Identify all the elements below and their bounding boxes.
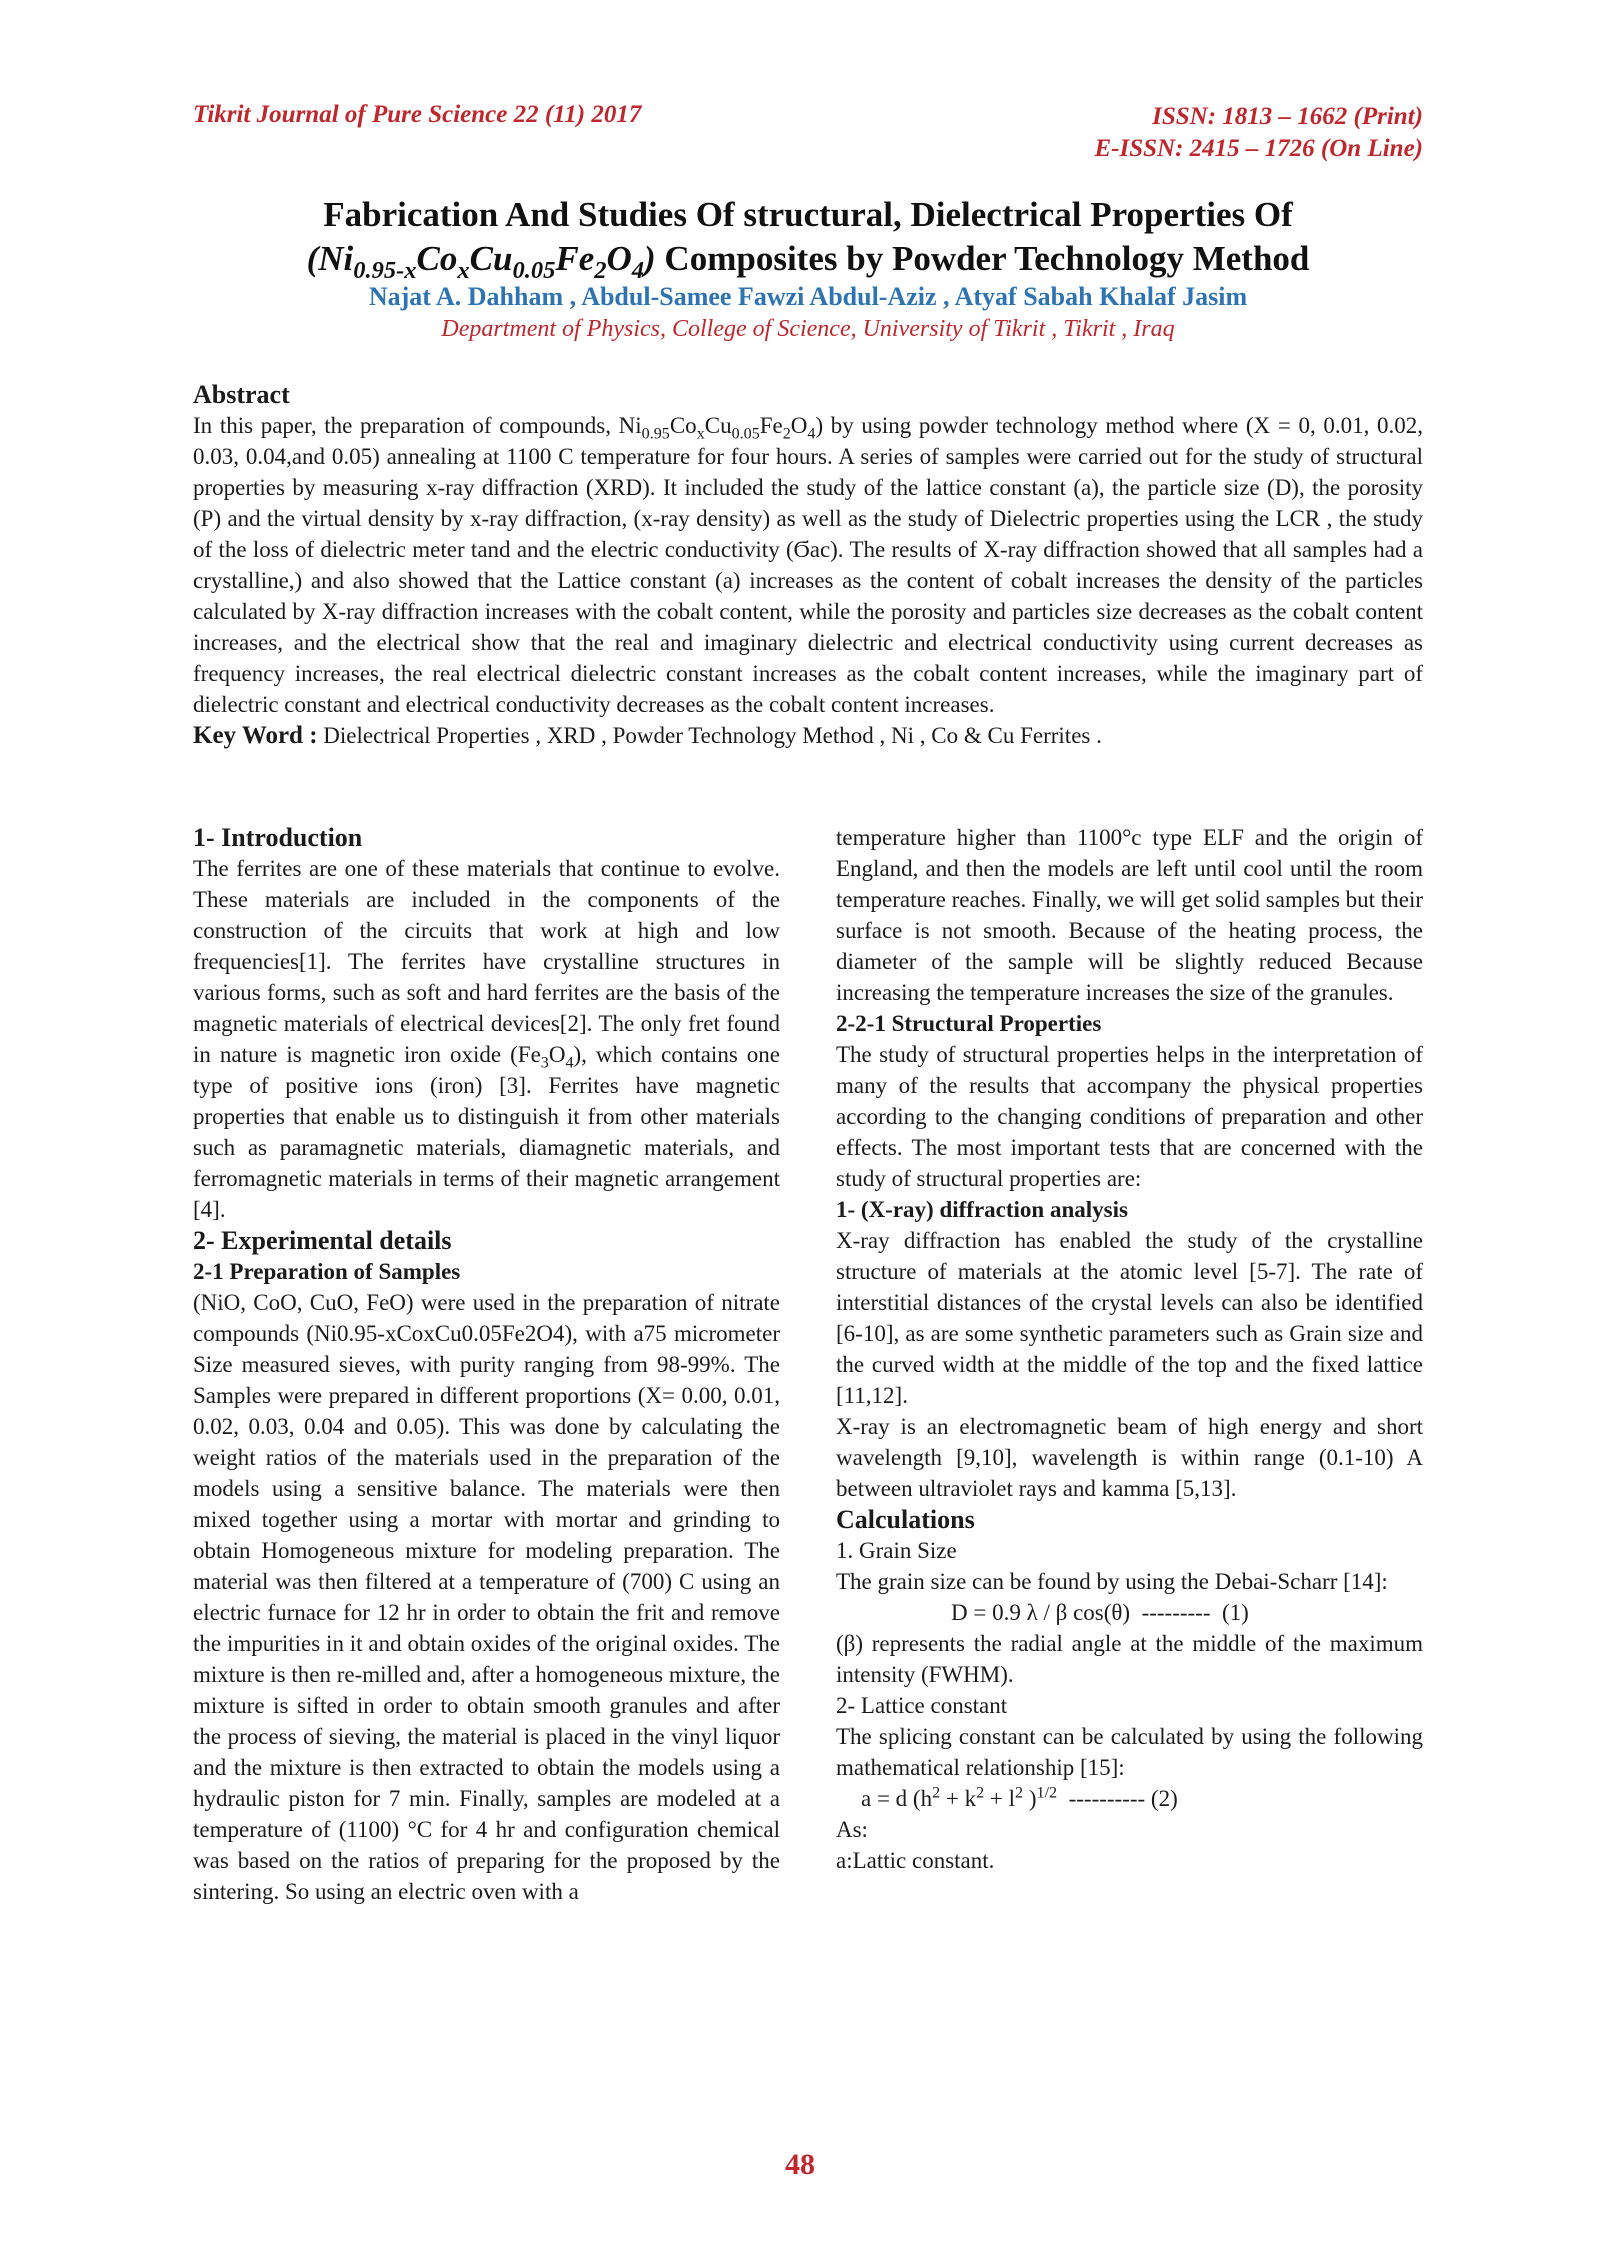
sintering-paragraph: temperature higher than 1100°c type ELF and the origin of England, and then the models are left until cool until the room temperature reaches. Finally, we will get solid samples but their surface is not smooth. Because of the heating process, the diameter of the sample will be slightly reduced Because increasing the temperature increases the size of the granules. bbox=[836, 825, 1423, 1005]
issn-print: ISSN: 1813 – 1662 (Print) bbox=[1152, 103, 1423, 130]
beta-paragraph: (β) represents the radial angle at the middle of the maximum intensity (FWHM). bbox=[836, 1631, 1423, 1687]
journal-header: Tikrit Journal of Pure Science 22 (11) 2017 bbox=[193, 101, 642, 128]
abstract-heading: Abstract bbox=[193, 380, 290, 409]
left-column bbox=[193, 822, 780, 1907]
lattice-definition: a:Lattic constant. bbox=[836, 1848, 995, 1873]
title-line-2-rest: Composites by Powder Technology Method bbox=[655, 239, 1310, 278]
lattice-paragraph: The splicing constant can be calculated by using the following mathematical relationship [15]: bbox=[836, 1724, 1423, 1780]
intro-paragraph: The ferrites are one of these materials that continue to evolve. These materials are included in the components of the construction of the circuits that work at high and low frequencies[1]. The ferrites have crystalline structures in various forms, such as soft and hard ferrites are the basis of the magnetic materials of electrical devices[2]. The only fret found in nature is magnetic iron oxide $(Fe_3O_4)$, which contains one type of positive ions (iron) [3]. Ferrites have magnetic properties that enable us to distinguish it from other materials such as paramagnetic materials, diamagnetic materials, and ferromagnetic materials in terms of their magnetic arrangement [4]. bbox=[193, 856, 780, 1222]
equation-2: a = d ($h^2 + k^2 + l^2$ )$^{1/2}$ ---------- (2) bbox=[861, 1784, 1178, 1811]
issn-online: E-ISSN: 2415 – 1726 (On Line) bbox=[1094, 135, 1423, 162]
keywords-text: Dielectrical Properties , XRD , Powder Technology Method , Ni , Co & Cu Ferrites . bbox=[317, 723, 1102, 748]
structural-heading: 2-2-1 Structural Properties bbox=[836, 1011, 1102, 1036]
right-column bbox=[836, 822, 1423, 1876]
intro-heading: 1- Introduction bbox=[193, 823, 363, 852]
grain-size-label: 1. Grain Size bbox=[836, 1538, 957, 1563]
xrd-paragraph-1: X-ray diffraction has enabled the study of the crystalline structure of materials at the atomic level [5-7]. The rate of interstitial distances of the crystal levels can also be identified [6-10], as are some synthetic parameters such as Grain size and the curved width at the middle of the top and the fixed lattice [11,12]. bbox=[836, 1228, 1423, 1408]
experimental-heading: 2- Experimental details bbox=[193, 1226, 452, 1255]
as-label: As: bbox=[836, 1817, 868, 1842]
affiliation: Department of Physics, College of Science, University of Tikrit , Tikrit , Iraq bbox=[441, 316, 1175, 342]
issn-header bbox=[1095, 101, 1424, 165]
lattice-constant-label: 2- Lattice constant bbox=[836, 1693, 1008, 1718]
title-line-2 bbox=[193, 237, 1423, 284]
equation-1: D = 0.9 λ / β cos(θ) --------- (1) bbox=[951, 1600, 1249, 1625]
calculations-heading: Calculations bbox=[836, 1505, 975, 1534]
grain-size-paragraph: The grain size can be found by using the Debai-Scharr [14]: bbox=[836, 1569, 1388, 1594]
title-line-1: Fabrication And Studies Of structural, Dielectrical Properties Of bbox=[323, 195, 1293, 234]
abstract-text: In this paper, the preparation of compounds, $Ni_{0.95}Co_xCu_{0.05}Fe_2O_4$) by using powder technology method where (X = 0, 0.01, 0.02, 0.03, 0.04,and 0.05) annealing at 1100 C temperature for four hours. A series of samples were carried out for the study of structural properties by measuring x-ray diffraction (XRD). It included the study of the lattice constant (a), the particle size (D), the porosity (P) and the virtual density by x-ray diffraction, (x-ray density) as well as the study of Dielectric properties using the LCR , the study of the loss of dielectric meter tand and the electric conductivity (Ϭac). The results of X-ray diffraction showed that all samples had a crystalline,) and also showed that the Lattice constant (a) increases as the content of cobalt increases the density of the particles calculated by X-ray diffraction increases with the cobalt content, while the porosity and particles size decreases as the cobalt content increases, and the electrical show that the real and imaginary dielectric and electrical conductivity using current decreases as frequency increases, the real electrical dielectric constant increases as the cobalt content increases, while the imaginary part of dielectric constant and electrical conductivity decreases as the cobalt content increases. bbox=[193, 413, 1424, 717]
paper-title bbox=[193, 193, 1423, 284]
abstract-section bbox=[193, 380, 1423, 751]
keywords-label: Key Word : bbox=[193, 722, 318, 749]
xrd-paragraph-2: X-ray is an electromagnetic beam of high energy and short wavelength [9,10], wavelength is within range (0.1-10) A between ultraviolet rays and kamma [5,13]. bbox=[836, 1414, 1423, 1501]
preparation-heading: 2-1 Preparation of Samples bbox=[193, 1259, 461, 1284]
page-number: 48 bbox=[785, 2148, 815, 2181]
xrd-heading: 1- (X-ray) diffraction analysis bbox=[836, 1197, 1128, 1222]
title-formula: $(Ni_{0.95-x}Co_xCu_{0.05}Fe_2O_4)$ bbox=[306, 239, 656, 284]
keywords bbox=[193, 720, 1423, 751]
preparation-paragraph: (NiO, CoO, CuO, FeO) were used in the preparation of nitrate compounds (Ni0.95-xCoxCu0.05Fe2O4), with a75 micrometer Size measured sieves, with purity ranging from 98-99%. The Samples were prepared in different proportions (X= 0.00, 0.01, 0.02, 0.03, 0.04 and 0.05). This was done by calculating the weight ratios of the materials used in the preparation of the models using a sensitive balance. The materials were then mixed together using a mortar with mortar and grinding to obtain Homogeneous mixture for modeling preparation. The material was then filtered at a temperature of (700) C using an electric furnace for 12 hr in order to obtain the frit and remove the impurities in it and obtain oxides of the original oxides. The mixture is then re-milled and, after a homogeneous mixture, the mixture is sifted in order to obtain smooth granules and after the process of sieving, the material is placed in the vinyl liquor and the mixture is then extracted to obtain the models using a hydraulic piston for 7 min. Finally, samples are modeled at a temperature of (1100) °C for 4 hr and configuration chemical was based on the ratios of preparing for the proposed by the sintering. So using an electric oven with a bbox=[193, 1290, 780, 1904]
structural-paragraph: The study of structural properties helps in the interpretation of many of the results that accompany the physical properties according to the changing conditions of preparation and other effects. The most important tests that are concerned with the study of structural properties are: bbox=[836, 1042, 1423, 1191]
authors: Najat A. Dahham , Abdul-Samee Fawzi Abdul-Aziz , Atyaf Sabah Khalaf Jasim bbox=[368, 282, 1248, 311]
